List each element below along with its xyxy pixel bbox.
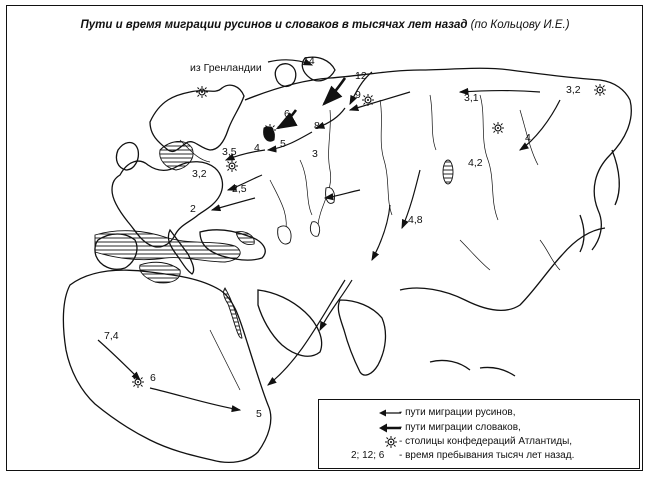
label-7-4: 7,4 [104, 330, 119, 342]
label-6-africa: 6 [150, 372, 156, 384]
label-3: 3 [312, 148, 318, 160]
migration-routes [98, 60, 560, 410]
title-main: Пути и время миграции русинов и словаков в тысячах лет назад [80, 19, 468, 31]
label-8: 8 [314, 120, 320, 132]
sun-symbol-icon [492, 122, 504, 134]
legend-times-prefix: 2; 12; 6 [351, 450, 385, 461]
label-2-5: 2,5 [232, 183, 247, 195]
legend-capitals-text: - столицы конфедераций Атлантиды, [399, 436, 573, 447]
label-5-africa: 5 [256, 408, 262, 420]
sun-symbol-icon [196, 86, 208, 98]
label-4: 4 [254, 142, 260, 154]
title-sub: (по Кольцову И.Е.) [470, 19, 570, 31]
sun-symbol-icon [264, 124, 276, 136]
label-3-5: 3,5 [222, 146, 237, 158]
legend-rusyn [319, 407, 641, 419]
sun-symbol-icon [362, 94, 374, 106]
legend-times-text: - время пребывания тысяч лет назад. [399, 450, 575, 461]
label-2: 2 [190, 203, 196, 215]
legend-capitals [319, 436, 641, 448]
rivers [180, 95, 560, 390]
hatched-areas [95, 127, 453, 338]
sun-symbol-icon [132, 376, 144, 388]
legend-slovak-text: - пути миграции словаков, [399, 422, 521, 433]
sun-symbol-icon [594, 84, 606, 96]
legend-times [319, 450, 641, 462]
label-5: 5 [280, 138, 286, 150]
label-3-2-west: 3,2 [192, 168, 207, 180]
label-12: 12 [355, 70, 367, 82]
label-greenland: из Гренландии [190, 62, 262, 74]
label-3-2-east: 3,2 [566, 84, 581, 96]
legend-slovak [319, 422, 641, 434]
label-4-east: 4 [525, 132, 531, 144]
label-4-8: 4,8 [408, 214, 423, 226]
legend [318, 399, 640, 469]
label-9: 9 [355, 89, 361, 101]
atlantis-capitals [132, 84, 606, 388]
label-6: 6 [284, 108, 290, 120]
label-14: 14 [303, 55, 315, 67]
legend-rusyn-text: - пути миграции русинов, [399, 407, 516, 418]
sun-symbol-icon [226, 160, 238, 172]
label-3-1: 3,1 [464, 92, 479, 104]
label-4-2: 4,2 [468, 157, 483, 169]
